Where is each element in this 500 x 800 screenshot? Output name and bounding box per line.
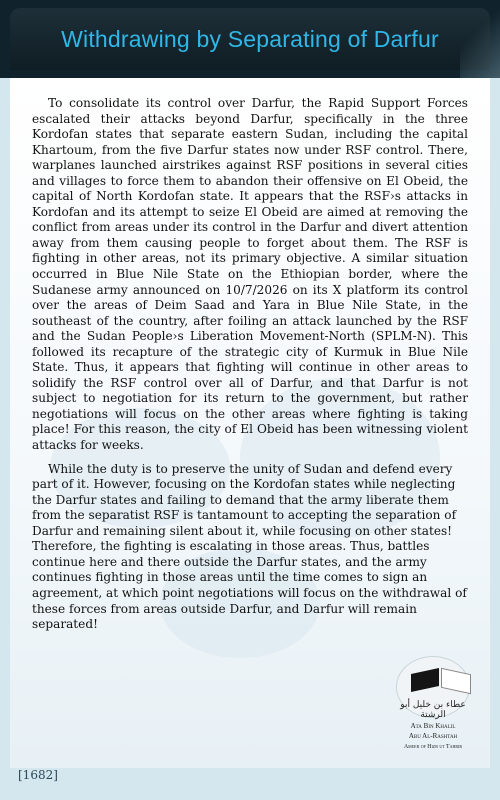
issue-number: [1682] bbox=[18, 768, 58, 782]
logo-name-line-2: Abu Al-Rashtah bbox=[408, 732, 458, 740]
author-logo bbox=[388, 652, 478, 764]
article-paragraph-1: To consolidate its control over Darfur, the Rapid Support Forces escalated their attacks beyond Darfur, specifically in the three Kordofan states that separate eastern Sudan, including the capital Khartoum, from the five Darfur states now under RSF control. There, warplanes launched airstrikes against RSF positions in several cities and villages to force them to abandon their offensive on El Obeid, the capital of North Kordofan state. It appears that the RSF›s attacks in Kordofan and its attempt to seize El Obeid are aimed at removing the conflict from areas under its control in the Darfur and divert attention away from them causing people to forget about them. The RSF is fighting in other areas, not its primary objective. A similar situation occurred in Blue Nile State on the Ethiopian border, where the Sudanese army announced on 10/7/2026 on its X platform its control over the areas of Deim Saad and Yara in Blue Nile State, in the southeast of the country, after foiling an attack launched by the RSF and the Sudan People›s Liberation Movement-North (SPLM-N). This followed its recapture of the strategic city of Kurmuk in Blue Nile State. Thus, it appears that fighting will continue in other areas to solidify the RSF control over all of Darfur, and that Darfur is not subject to negotiation for its return to the government, but rather negotiations will focus on the other areas where fighting is taking place! For this reason, the city of El Obeid has been witnessing violent attacks for weeks. bbox=[32, 96, 468, 453]
title-banner bbox=[10, 8, 490, 70]
article-body bbox=[32, 96, 468, 641]
header-bar bbox=[0, 0, 500, 78]
corner-shade bbox=[460, 0, 500, 78]
logo-arabic-name: عطاء بن خليل أبو الرشتة bbox=[400, 700, 466, 720]
white-flag-icon bbox=[441, 668, 471, 694]
black-flag-icon bbox=[411, 668, 439, 692]
page-title: Withdrawing by Separating of Darfur bbox=[61, 25, 439, 52]
logo-name-line-1: Ata Bin Khalil bbox=[410, 722, 456, 730]
article-paragraph-2: While the duty is to preserve the unity of Sudan and defend every part of it. However, focusing on the Kordofan states while neglecting the Darfur states and failing to demand that the army liberate them from the separatist RSF is tantamount to accepting the separation of Darfur and remaining silent about it, while focusing on other states! Therefore, the fighting is escalating in those areas. Thus, battles continue here and there outside the Darfur states, and the army continues fighting in those areas until the time comes to sign an agreement, at which point negotiations will focus on the withdrawal of these forces from areas outside Darfur, and Darfur will remain separated! bbox=[32, 461, 467, 632]
logo-title-line: Ameer of Hizb ut Tahrir bbox=[403, 744, 463, 750]
